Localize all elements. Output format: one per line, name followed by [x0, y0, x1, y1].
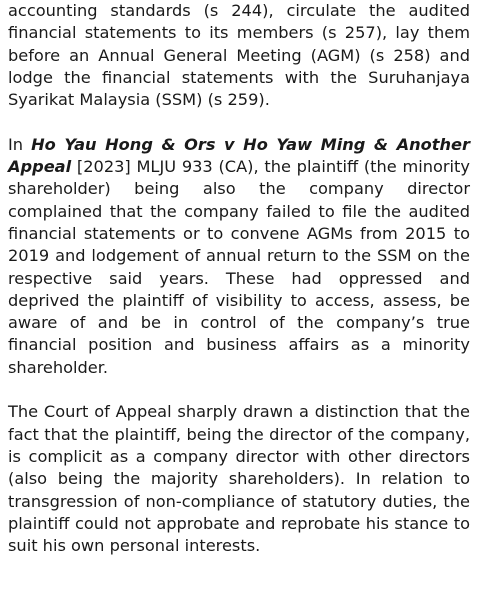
- paragraph-case-facts: [8, 134, 470, 379]
- case-citation-name: Ho Yau Hong & Ors v Ho Yaw Ming & Another Appeal: [8, 134, 470, 177]
- paragraph-statutory-duties: accounting standards (s 244), circulate the audited financial statements to its members (s 257), lay them before an Annual General Meeting (AGM) (s 258) and lodge the financial statements with the Suruhanjaya Syarikat Malaysia (SSM) (s 259).: [8, 1, 470, 110]
- paragraph-lead-text: In: [8, 134, 32, 154]
- document-page: [8, 0, 470, 557]
- paragraph-court-finding: The Court of Appeal sharply drawn a distinction that the fact that the plaintiff, being the director of the company, is complicit as a company director with other directors (also being the majority shareholders). In relation to transgression of non-compliance of statutory duties, the plaintiff could not approbate and reprobate his stance to suit his own personal interests.: [8, 402, 470, 556]
- paragraph-spacer: [8, 111, 470, 133]
- paragraph-body-text: [2023] MLJU 933 (CA), the plaintiff (the minority shareholder) being also the company director complained that the company failed to file the audited financial statements or to convene AGMs from 2015 to 2019 and lodgement of annual return to the SSM on the respective said years. These had oppressed and deprived the plaintiff of visibility to access, assess, be aware of and be in control of the company’s true financial position and business affairs as a minority shareholder.: [8, 157, 470, 377]
- paragraph-spacer: [8, 379, 470, 401]
